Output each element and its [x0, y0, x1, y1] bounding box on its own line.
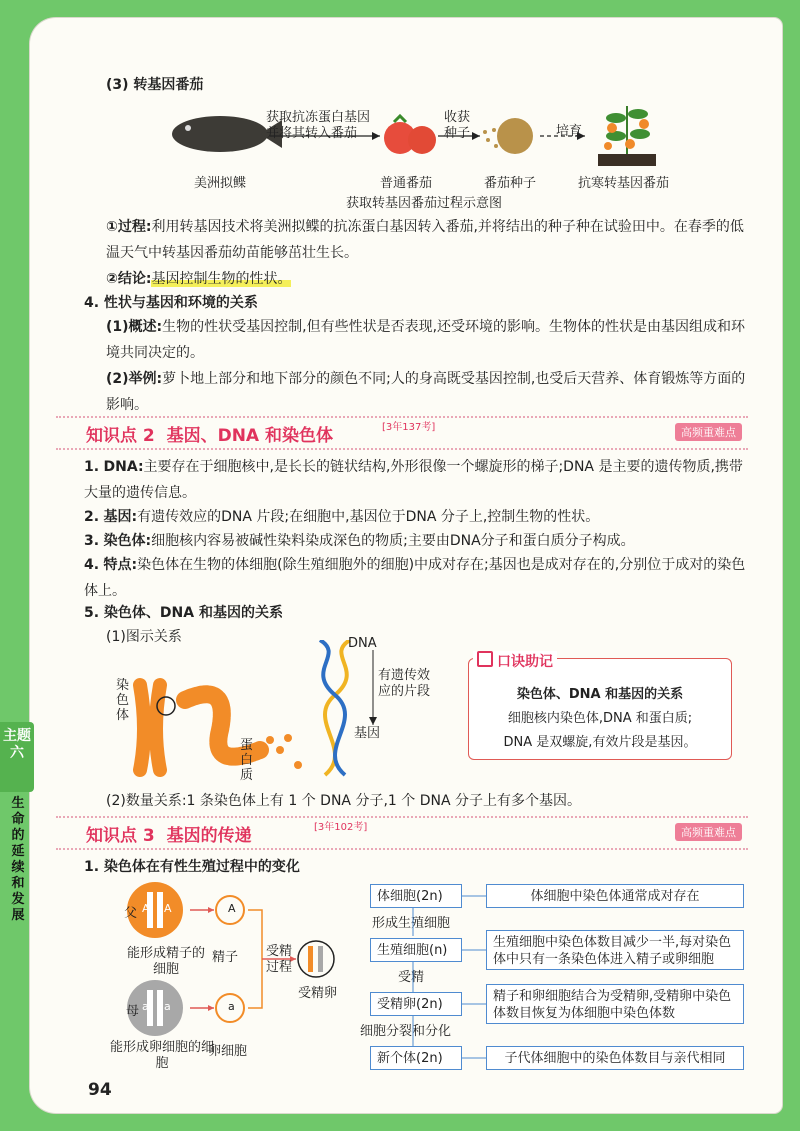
mother-allele-right: a	[164, 1000, 171, 1013]
sperm-allele: A	[228, 902, 236, 915]
mnemonic-line1: 细胞核内染色体,DNA 和蛋白质;	[507, 711, 693, 726]
conclusion-text: 基因控制生物的性状。	[151, 271, 292, 287]
label-protein: 蛋白质	[240, 738, 254, 783]
kp2-frequency: [3年137考]	[382, 422, 436, 433]
dna-helix-image	[320, 640, 350, 775]
label-seeds: 番茄种子	[484, 176, 537, 191]
s4-example-text: 萝卜地上部分和地下部分的颜色不同;人的身高既受基因控制,也受后天营养、体育锻炼等方面的影响。	[106, 371, 746, 413]
tomato-heading: (3) 转基因番茄	[106, 77, 204, 93]
flow-node-germ: 生殖细胞(n)	[370, 938, 462, 962]
arrow2-label-line1: 收获	[444, 110, 471, 125]
flow-node-zygote: 受精卵(2n)	[370, 992, 462, 1016]
inherit-heading: 1. 染色体在有性生殖过程中的变化	[84, 859, 300, 875]
mother-allele-left: a	[142, 1000, 149, 1013]
label-chromosome: 染色体	[116, 678, 130, 723]
label-tomato: 普通番茄	[380, 176, 433, 191]
flow-node-somatic: 体细胞(2n)	[370, 884, 462, 908]
s4-example-label: (2)举例:	[106, 371, 163, 387]
conclusion-paragraph	[106, 266, 291, 292]
label-egg: 卵细胞	[208, 1044, 248, 1059]
label-sperm: 精子	[212, 950, 239, 965]
arrow2-label-line2: 种子	[444, 126, 471, 141]
flow-step-3: 细胞分裂和分化	[360, 1024, 452, 1039]
chromosome-image	[140, 685, 175, 770]
label-father-cell: 能形成精子的细胞	[126, 946, 205, 977]
mnemonic-title: 口诀助记	[473, 651, 557, 671]
process-paragraph	[106, 214, 746, 266]
theme-tab[interactable]: 主题六	[0, 722, 34, 792]
father-allele-right: A	[164, 902, 172, 915]
kp2-tag: 高频重难点	[675, 423, 742, 441]
s5-heading: 5. 染色体、DNA 和基因的关系	[84, 605, 283, 621]
flow-note-4: 子代体细胞中的染色体数目与亲代相同	[486, 1046, 744, 1070]
father-allele-left: A	[142, 902, 150, 915]
process-text: 利用转基因技术将美洲拟鲽的抗冻蛋白基因转入番茄,并将结出的种子种在试验田中。在春季的低温天气中转基因番茄幼苗能够茁壮生长。	[106, 219, 744, 261]
s5-sub2: (2)数量关系:1 条染色体上有 1 个 DNA 分子,1 个 DNA 分子上有多个基因。	[106, 793, 581, 809]
transgenic-tomato-plant-image	[598, 106, 656, 166]
flow-arrows	[410, 908, 416, 1048]
tomato-image	[384, 116, 436, 154]
seeds-image	[483, 118, 533, 154]
arrow1-label-line1: 获取抗冻蛋白基因	[266, 110, 371, 125]
conclusion-label: ②结论:	[106, 271, 152, 287]
s4-overview-label: (1)概述:	[106, 319, 163, 335]
kp2-title: 知识点 2 基因、DNA 和染色体	[86, 426, 334, 446]
kp2-item-4: 4. 特点:染色体在生物的体细胞(除生殖细胞外的细胞)中成对存在;基因也是成对存在的,分别位于成对的染色体上。	[84, 557, 746, 599]
label-mother-cell: 能形成卵细胞的细胞	[109, 1040, 214, 1071]
kp2-bar	[56, 416, 748, 450]
arrow1-label-line2: 并将其转入番茄	[266, 126, 358, 141]
kp3-bar	[56, 816, 748, 850]
flow-step-2: 受精	[398, 970, 425, 985]
s4-heading: 4. 性状与基因和环境的关系	[84, 295, 258, 311]
process-label: ①过程:	[106, 219, 152, 235]
flow-note-3: 精子和卵细胞结合为受精卵,受精卵中染色体数目恢复为体细胞中染色体数	[486, 984, 744, 1024]
zygote-cell	[298, 941, 334, 977]
kp2-item-1: 1. DNA:主要存在于细胞核中,是长长的链状结构,外形很像一个螺旋形的梯子;DNA 是主要的遗传物质,携带大量的遗传信息。	[84, 459, 743, 501]
label-father: 父	[124, 906, 138, 921]
figure-caption: 获取转基因番茄过程示意图	[346, 196, 503, 211]
label-gene: 基因	[354, 726, 381, 741]
page-number: 94	[88, 1080, 112, 1100]
label-mother: 母	[126, 1004, 140, 1019]
s4-overview	[106, 314, 746, 366]
chromosome-diagram	[110, 640, 460, 780]
arrow3-label: 培育	[556, 124, 583, 139]
s5-sub1: (1)图示关系	[106, 629, 182, 645]
s4-example	[106, 366, 746, 418]
flow-connectors	[462, 880, 486, 1070]
kp3-frequency: [3年102考]	[314, 822, 368, 833]
label-dna: DNA	[348, 636, 377, 651]
label-transgenic-tomato: 抗寒转基因番茄	[578, 176, 670, 191]
egg-allele: a	[228, 1000, 235, 1013]
kp3-tag: 高频重难点	[675, 823, 742, 841]
label-zygote: 受精卵	[298, 986, 338, 1001]
flow-node-offspring: 新个体(2n)	[370, 1046, 462, 1070]
kp3-title: 知识点 3 基因的传递	[86, 826, 252, 846]
pencil-icon	[477, 651, 493, 667]
mnemonic-line2: DNA 是双螺旋,有效片段是基因。	[503, 735, 697, 750]
mnemonic-heading: 染色体、DNA 和基因的关系	[516, 687, 684, 702]
label-flounder: 美洲拟鲽	[194, 176, 247, 191]
s4-overview-text: 生物的性状受基因控制,但有些性状是否表现,还受环境的影响。生物体的性状是由基因组成和环境共同决定的。	[106, 319, 746, 361]
label-effect-segment: 有遗传效应的片段	[378, 668, 431, 699]
kp2-item-2: 2. 基因:有遗传效应的DNA 片段;在细胞中,基因位于DNA 分子上,控制生物的性状。	[84, 509, 600, 525]
protein-dots	[266, 734, 302, 769]
flow-note-1: 体细胞中染色体通常成对存在	[486, 884, 744, 908]
tomato-process-figure	[160, 100, 680, 170]
kp2-item-3: 3. 染色体:细胞核内容易被碱性染料染成深色的物质;主要由DNA分子和蛋白质分子构成。	[84, 533, 635, 549]
mnemonic-box	[468, 654, 732, 760]
flow-step-1: 形成生殖细胞	[372, 916, 451, 931]
label-fertilization: 受精过程	[266, 944, 293, 975]
theme-section-label: 生命的延续和发展	[11, 796, 25, 923]
flow-note-2: 生殖细胞中染色体数目减少一半,每对染色体中只有一条染色体进入精子或卵细胞	[486, 930, 744, 970]
